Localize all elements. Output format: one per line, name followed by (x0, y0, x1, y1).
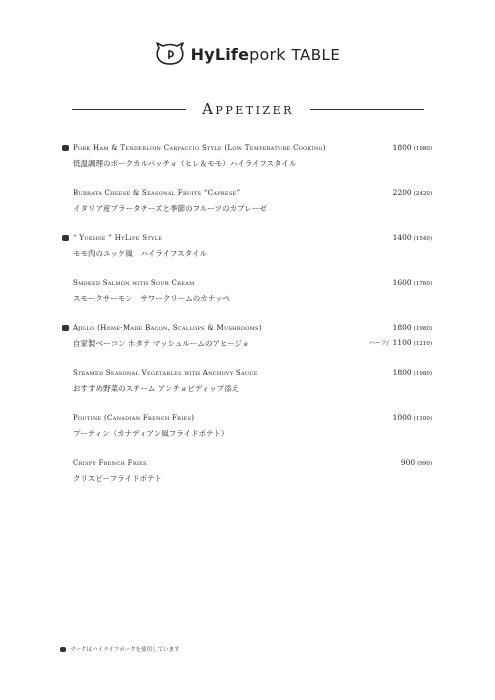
item-name-en: Pork Ham & Tenderloin Carpaccio Style (Low Temperature Cooking) (73, 144, 326, 152)
item-price (393, 233, 432, 242)
logo-pork: pork (249, 44, 286, 64)
item-name-en: Steamed Seasonal Vegetables with Anchovy Sauce (73, 369, 258, 377)
item-name-jp: モモ肉のユッケ風 ハイライフスタイル (73, 249, 207, 258)
item-name-en: Crispy French Fries (73, 459, 147, 467)
hylife-pork-mark-icon (62, 145, 69, 151)
menu-item (60, 458, 432, 485)
item-name-jp: 自家製ベーコン ホタテ マッシュルームのアヒージョ (73, 339, 250, 348)
item-price (393, 368, 432, 377)
menu-item (60, 368, 432, 395)
half-price-value: 1100 (392, 338, 412, 347)
menu-item (60, 143, 432, 170)
item-price (393, 143, 432, 152)
menu-item (60, 233, 432, 260)
item-name-en: Poutine (Canadian French Fries) (73, 414, 195, 422)
heading-divider-right (310, 109, 424, 110)
menu-item (60, 413, 432, 440)
section-heading (72, 100, 424, 118)
hylife-pork-mark-icon (62, 325, 69, 331)
item-name-jp: プーティン（カナディアン風フライドポテト） (73, 429, 229, 438)
item-name-en: Burrata Cheese & Seasonal Fruits “Caprese” (73, 189, 241, 197)
item-price (393, 323, 432, 332)
footer-text: マークはハイライフポークを使用しています (70, 647, 180, 653)
item-price (393, 188, 432, 197)
pig-icon (155, 42, 185, 66)
heading-divider-left (72, 109, 186, 110)
menu-item (60, 278, 432, 305)
menu-item (60, 188, 432, 215)
item-name-jp: おすすめ野菜のスチーム アンチョビディップ添え (73, 384, 240, 393)
price-with-tax: (1980) (413, 371, 432, 377)
logo-table: TABLE (291, 45, 341, 64)
menu-item (60, 323, 432, 350)
half-size-label: ハーフ/ (368, 340, 389, 347)
price-value: 1800 (392, 143, 412, 152)
footer-note (60, 645, 180, 653)
price-with-tax: (1980) (413, 146, 432, 152)
item-name-en: Smoked Salmon with Sour Cream (73, 279, 195, 287)
logo (0, 42, 495, 66)
price-with-tax: (1760) (413, 281, 432, 287)
price-value: 1600 (392, 278, 412, 287)
price-with-tax: (1100) (413, 416, 432, 422)
price-value: 1400 (392, 233, 412, 242)
item-price (401, 458, 432, 467)
price-value: 2200 (392, 188, 412, 197)
logo-brand: HyLife (190, 44, 250, 64)
hylife-pork-mark-icon (60, 647, 66, 652)
price-with-tax: (990) (417, 461, 432, 467)
logo-text (191, 45, 341, 64)
item-name-jp: クリスピーフライドポテト (73, 474, 162, 483)
item-name-en: “ Yukhoe ” HyLife Style (73, 234, 163, 242)
section-title: Appetizer (202, 100, 294, 118)
menu-list (60, 143, 432, 503)
half-price-with-tax: (1210) (413, 341, 432, 347)
price-with-tax: (1980) (413, 326, 432, 332)
price-with-tax: (2420) (413, 191, 432, 197)
item-name-jp: 低温調理のポークカルパッチョ（ヒレ＆モモ）ハイライフスタイル (73, 159, 297, 168)
hylife-pork-mark-icon (62, 235, 69, 241)
price-value: 1000 (392, 413, 412, 422)
price-with-tax: (1540) (413, 236, 432, 242)
item-price (393, 413, 432, 422)
price-value: 900 (400, 458, 416, 467)
item-name-jp: イタリア産ブラータチーズと季節のフルーツのカプレーゼ (73, 204, 267, 213)
price-value: 1800 (392, 368, 412, 377)
item-name-en: Ajillo (Home-Made Bacon, Scallops & Mushrooms) (73, 324, 262, 332)
item-name-jp: スモークサーモン サワークリームのカナッペ (73, 294, 231, 303)
half-size-price (369, 338, 432, 350)
item-price (393, 278, 432, 287)
price-value: 1800 (392, 323, 412, 332)
